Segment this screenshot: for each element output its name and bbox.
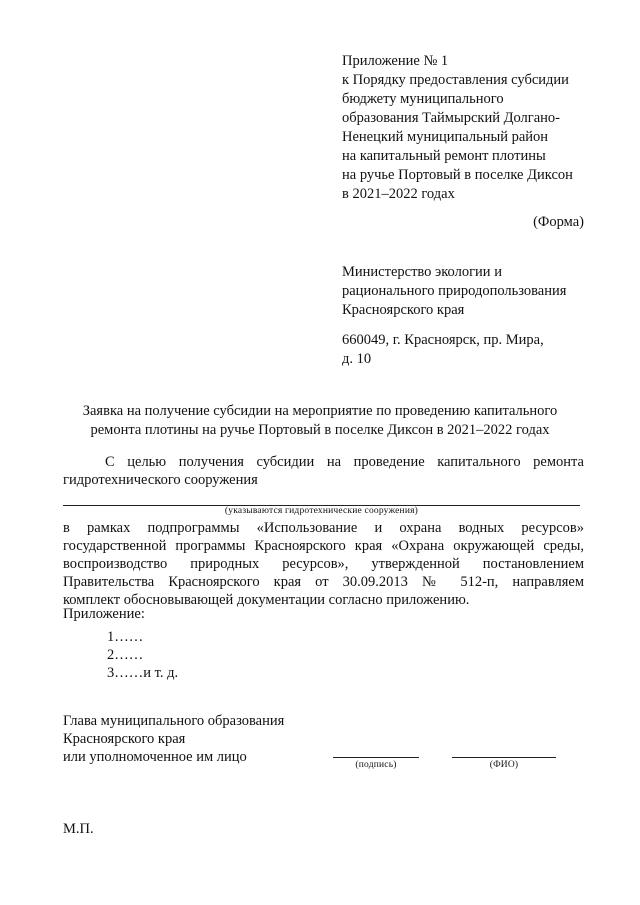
form-label: (Форма)	[533, 214, 584, 230]
paragraph-line: Правительства Красноярского края от 30.09.2013 № 512-п, направляем	[63, 574, 584, 590]
appendix-line: к Порядку предоставления субсидии	[342, 72, 569, 88]
recipient-address-line: д. 10	[342, 351, 372, 367]
appendix-line: на ручье Портовый в поселке Диксон	[342, 167, 573, 183]
paragraph-line: комплект обосновывающей документации согласно приложению.	[63, 592, 470, 608]
attachments-label: Приложение:	[63, 606, 145, 622]
intro-line: гидротехнического сооружения	[63, 472, 258, 488]
attachment-item: 2……	[107, 647, 144, 663]
recipient-line: Министерство экологии и	[342, 264, 502, 280]
appendix-line: на капитальный ремонт плотины	[342, 148, 546, 164]
signature-caption: (подпись)	[355, 760, 397, 770]
signer-line: Красноярского края	[63, 731, 186, 747]
appendix-line: образования Таймырский Долгано-	[342, 110, 561, 126]
appendix-line: бюджету муниципального	[342, 91, 504, 107]
signer-line: или уполномоченное им лицо	[63, 749, 247, 765]
paragraph-line: государственной программы Красноярского края «Охрана окружающей среды,	[63, 538, 584, 554]
appendix-line: Ненецкий муниципальный район	[342, 129, 549, 145]
appendix-line: в 2021–2022 годах	[342, 186, 455, 202]
title-line: Заявка на получение субсидии на мероприятие по проведению капитального	[82, 403, 558, 419]
object-hint: (указываются гидротехнические сооружения)	[224, 506, 419, 516]
stamp-place: М.П.	[63, 821, 94, 837]
recipient-line: рационального природопользования	[342, 283, 567, 299]
title-line: ремонта плотины на ручье Портовый в поселке Диксон в 2021–2022 годах	[90, 422, 550, 438]
intro-line: С целью получения субсидии на проведение капитального ремонта	[105, 454, 584, 470]
name-caption: (ФИО)	[489, 760, 519, 770]
appendix-line: Приложение № 1	[342, 53, 449, 69]
signature-fill-line	[333, 757, 419, 758]
paragraph-line: в рамках подпрограммы «Использование и охрана водных ресурсов»	[63, 520, 584, 536]
signer-line: Глава муниципального образования	[63, 713, 285, 729]
paragraph-line: воспроизводство природных ресурсов», утвержденной постановлением	[63, 556, 584, 572]
recipient-address-line: 660049, г. Красноярск, пр. Мира,	[342, 332, 544, 348]
name-fill-line	[452, 757, 556, 758]
recipient-line: Красноярского края	[342, 302, 465, 318]
attachment-item: 1……	[107, 629, 144, 645]
attachment-item: 3……и т. д.	[107, 665, 179, 681]
